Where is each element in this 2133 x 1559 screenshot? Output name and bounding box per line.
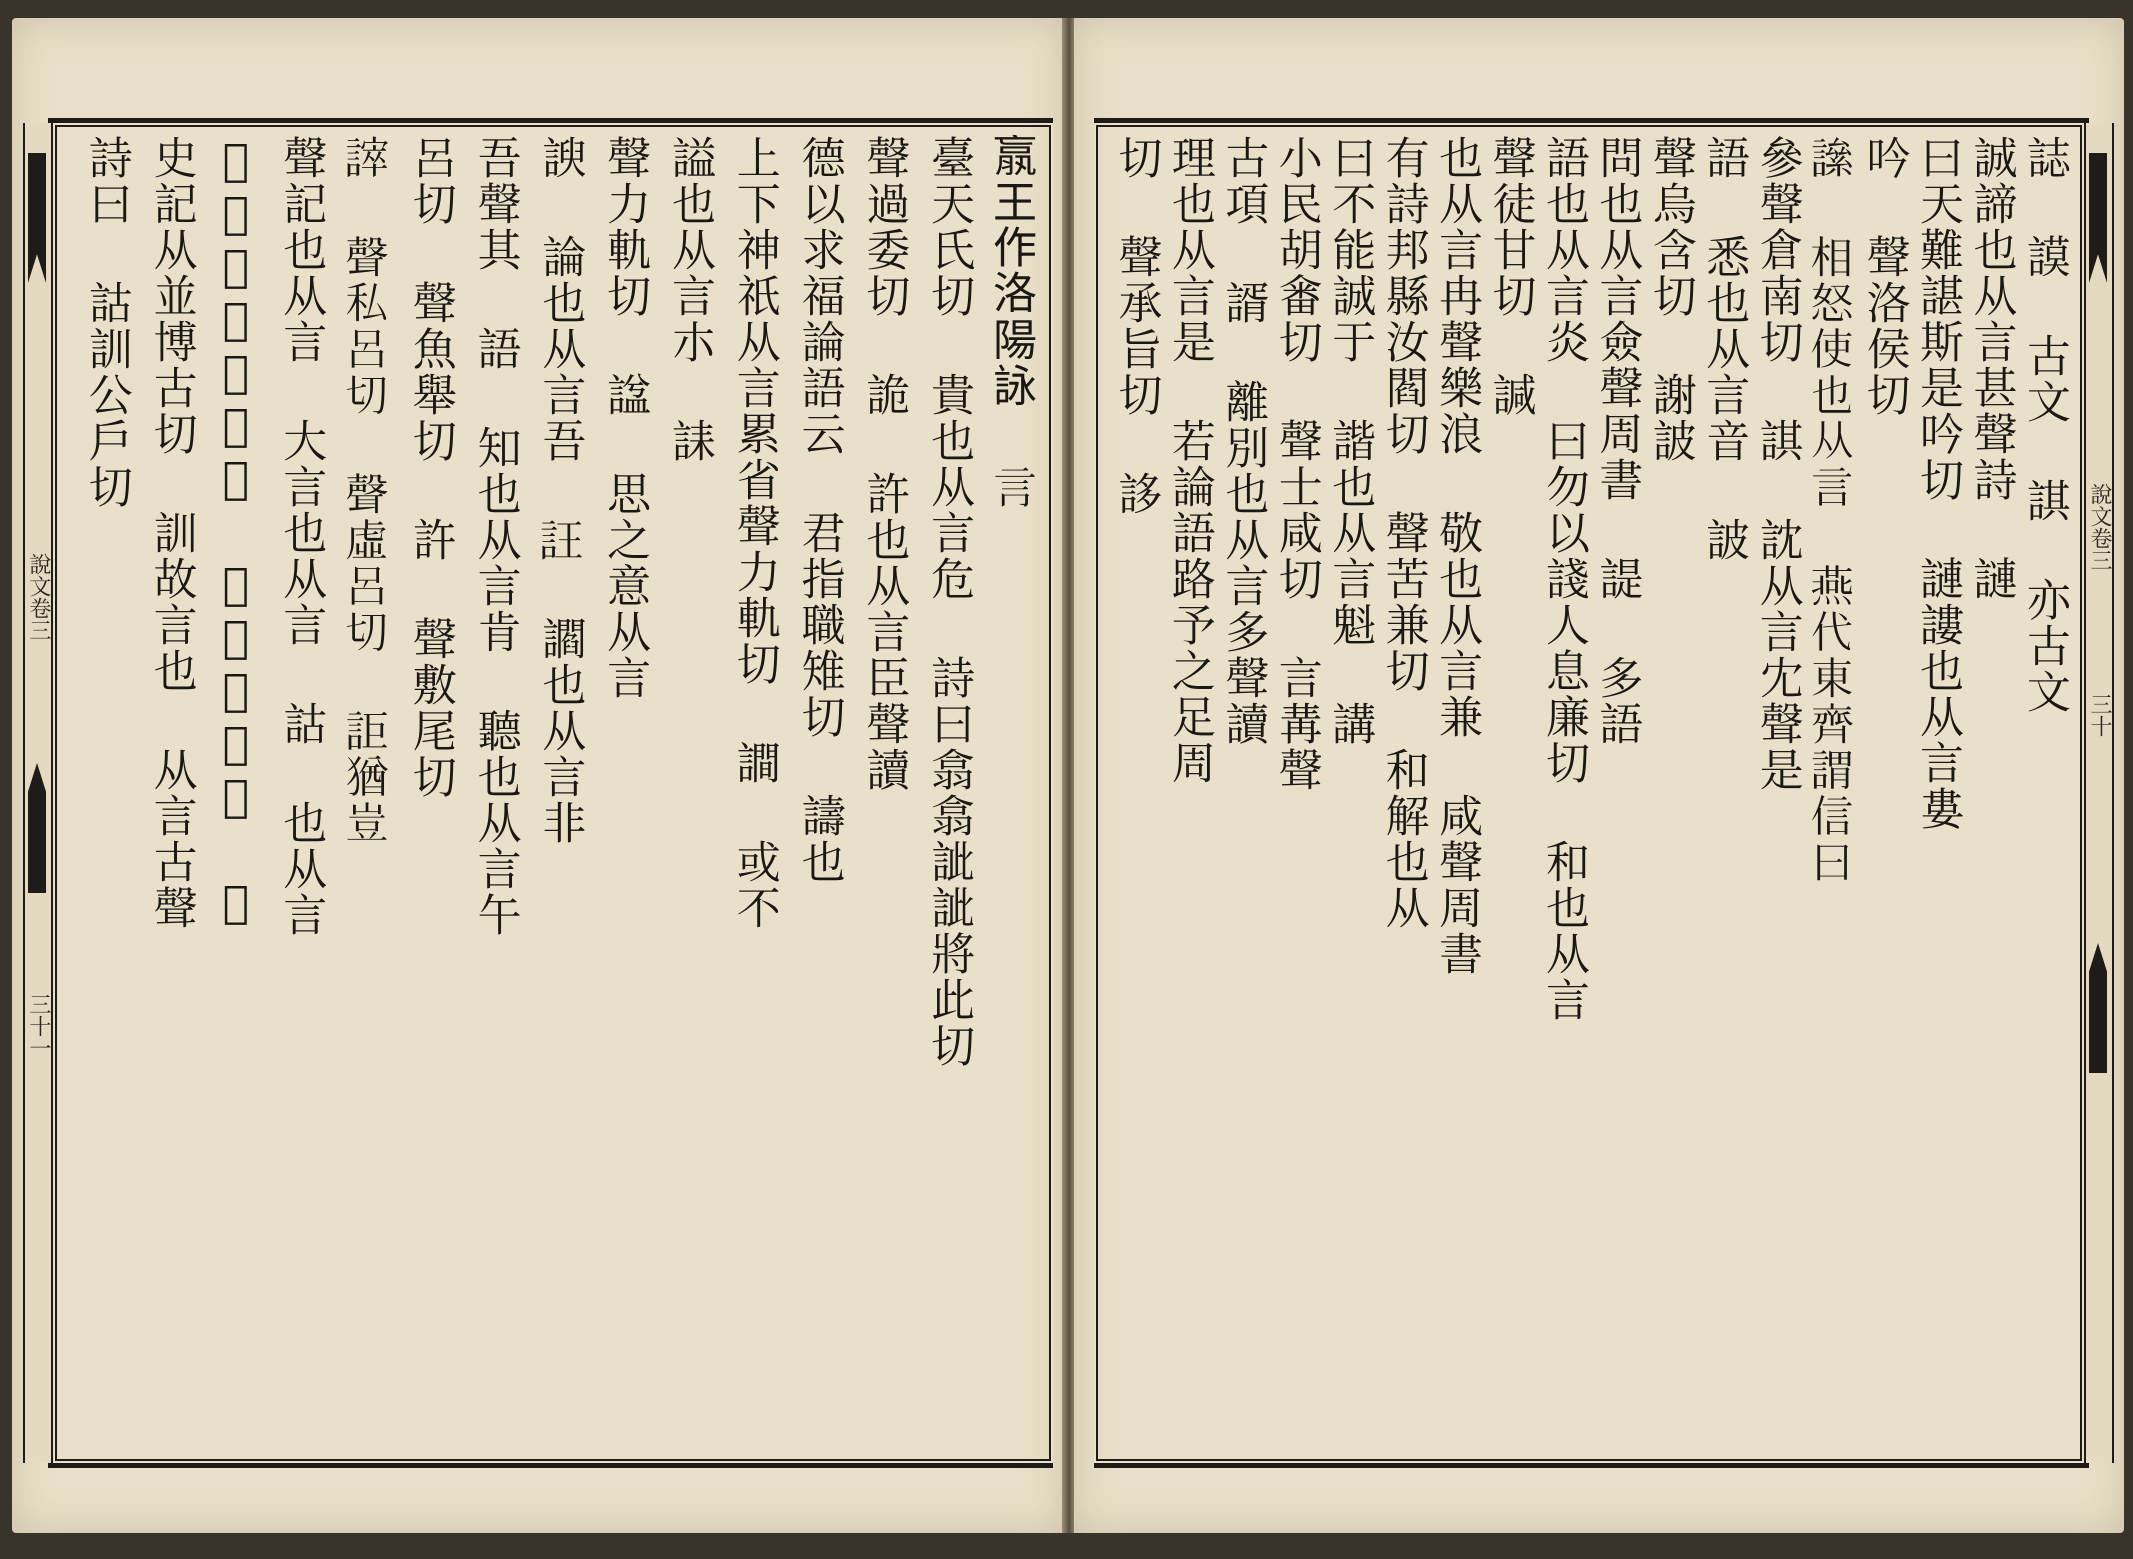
text-column: 諛 論也从言吾 𧥶 讇也从言非 — [534, 135, 586, 846]
right-margin-label: 說文卷三 — [2087, 483, 2112, 571]
left-page-center-band — [23, 123, 53, 1463]
left-page — [12, 18, 1064, 1533]
text-column: 曰不能誠于 諧也从言魁 講 — [1324, 135, 1376, 747]
fishtail-ornament-bottom — [28, 763, 46, 893]
text-column: 誌 謨 古文 諆 亦古文 — [2018, 135, 2070, 715]
text-column: 德以求福論語云 君指職雉切 譸也 — [793, 135, 845, 885]
text-column: 吾聲其 語 知也从言肯 聽也从言午 — [469, 135, 521, 938]
text-column: 也从言冉聲樂浪 敬也从言兼 咸聲周書 — [1431, 135, 1483, 977]
text-column: 誠諦也从言甚聲詩 謰 — [1965, 135, 2017, 602]
text-column: 理也从言是 若論語路予之足周 — [1163, 135, 1215, 786]
text-column: 吟 聲洛侯切 — [1858, 135, 1910, 418]
text-column: 呂切 聲魚舉切 許 聲敷尾切 — [404, 135, 456, 800]
text-column: 聲力軌切 諡 思之意从言 — [599, 135, 651, 701]
right-page-center-band — [2084, 123, 2114, 1463]
text-column: 𣎆王作洛陽詠 𧥛 — [987, 135, 1039, 510]
text-column: 詩曰 詁訓公戶切 — [80, 135, 132, 510]
text-column: 史記从並博古切 訓故言也 从言古聲 — [145, 135, 197, 931]
text-column: 語 悉也从言音 詖 — [1698, 135, 1750, 563]
text-column: 有詩邦縣汝閻切 聲苦兼切 和解也从 — [1377, 135, 1429, 931]
right-page-columns — [1108, 135, 2070, 1451]
text-column: 上下神祇从言累省聲力軌切 𧬘 或不 — [728, 135, 780, 931]
text-column: 聲記也从言 大言也从言 詁 也从言 — [275, 135, 327, 938]
left-margin-folio: 三十一 — [26, 993, 51, 1059]
text-column: 𧫒 聲私呂切 聲虛呂切 詎猶豈 — [339, 135, 391, 846]
fishtail-ornament-top — [28, 153, 46, 283]
text-column: 聲過委切 詭 許也从言臣聲讀 — [858, 135, 910, 793]
left-page-columns — [67, 135, 1039, 1451]
text-column: 臺天氏切 貴也从言危 詩曰翕翕訿訿將此切 — [923, 135, 975, 1069]
right-page-frame — [1094, 118, 2112, 1468]
text-column: 𧬀 相怒使也从言 燕代東齊謂信曰 — [1805, 135, 1857, 885]
left-page-frame — [26, 118, 1053, 1468]
fishtail-ornament-top — [2089, 153, 2107, 283]
right-page — [1074, 18, 2124, 1533]
text-column: 語也从言炎 曰勿以諓人息廉切 和也从言 — [1537, 135, 1589, 1023]
text-column: 謚也从言朩 誄 — [663, 135, 715, 464]
text-column: 古項 諝 離別也从言多聲讀 — [1217, 135, 1269, 747]
fishtail-ornament-bottom — [2089, 943, 2107, 1073]
text-column: 參聲倉南切 諆 訦从言冘聲是 — [1751, 135, 1803, 793]
text-column: 切 聲承旨切 誃 — [1110, 135, 1162, 517]
text-column: 小民胡𤲞切 聲士咸切 言冓聲 — [1270, 135, 1322, 793]
text-column: 𥚁錄也从言普聲 羽聲況羽切 譜 — [210, 135, 262, 930]
left-margin-label: 說文卷三 — [26, 553, 51, 641]
text-column: 曰天難諶斯是吟切 謰謱也从言婁 — [1912, 135, 1963, 832]
text-column: 問也从言僉聲周書 諟 多語 — [1591, 135, 1643, 747]
text-column: 聲徒甘切 諴 — [1484, 135, 1536, 418]
right-margin-folio: 三十 — [2087, 693, 2112, 737]
text-column: 聲烏含切 謝詖 — [1644, 135, 1696, 464]
